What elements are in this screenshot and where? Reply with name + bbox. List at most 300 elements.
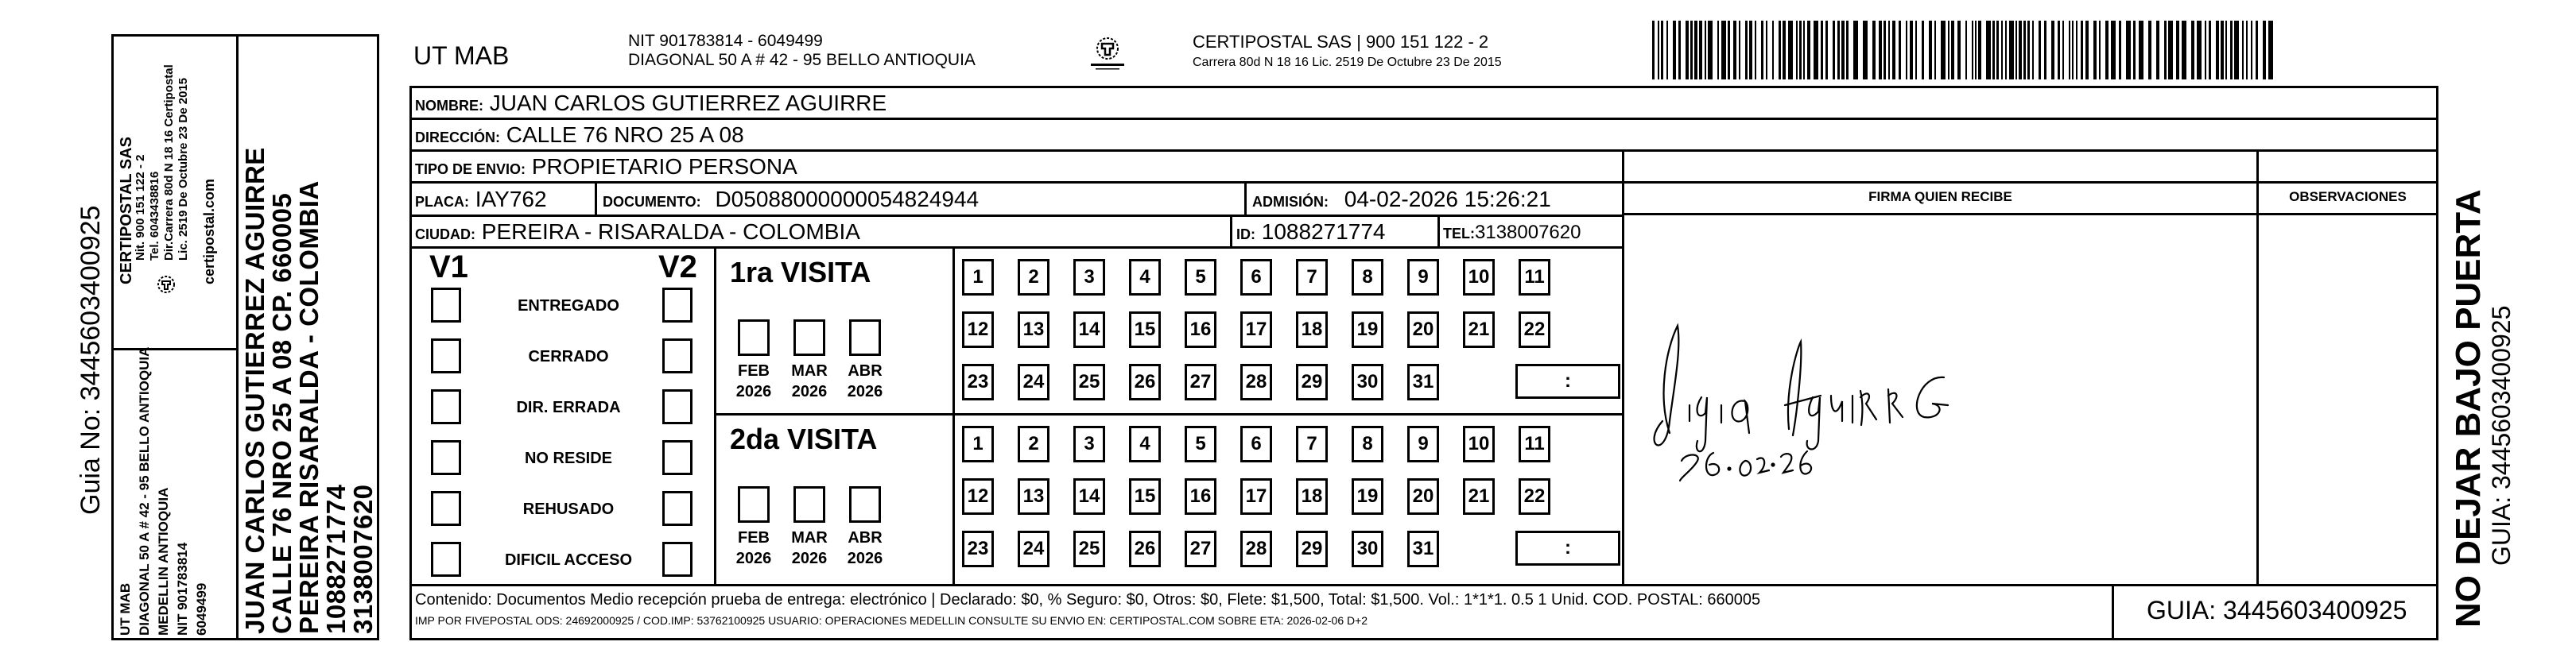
barcode-bar [2225,21,2227,79]
barcode-bar [1872,21,1876,79]
day-box[interactable]: 24 [1018,531,1049,567]
courier-details [1193,32,1502,70]
day-box[interactable]: 1 [962,426,994,462]
day-box[interactable]: 25 [1073,364,1105,400]
visit-time-field[interactable]: : [1515,364,1620,399]
barcode-bar [1978,21,1981,79]
barcode-bar [2191,21,2194,79]
barcode-bar [1733,21,1736,79]
barcode-bar [1992,21,1995,79]
id-field [1236,219,1386,245]
id-label: ID: [1236,226,1255,242]
v2-checkbox[interactable] [662,491,692,526]
day-box[interactable]: 11 [1519,259,1550,296]
day-box[interactable]: 26 [1129,364,1161,400]
month-name: FEB [738,362,770,380]
month-year: 2026 [847,383,883,400]
barcode-bar [1957,21,1961,79]
barcode-bar [2182,21,2186,79]
observaciones-header: OBSERVACIONES [2289,189,2407,204]
v1-header: V1 [429,249,468,284]
v2-checkbox[interactable] [662,389,692,424]
barcode-bar [1899,21,1901,79]
barcode-bar [1884,21,1886,79]
barcode-bar [1948,21,1949,79]
month-label [730,528,778,569]
row-line-visits-mid [714,413,1624,416]
day-box[interactable]: 27 [1185,364,1216,400]
sender-nit: NIT 901783814 - 6049499 [628,32,823,50]
barcode-bar [1853,21,1858,79]
certipostal-logo-icon [1088,35,1127,72]
day-box[interactable]: 23 [962,531,994,567]
barcode-bar [2032,21,2034,79]
day-box[interactable]: 7 [1296,426,1328,462]
barcode-bar [2015,21,2017,79]
day-box[interactable]: 26 [1129,531,1161,567]
day-box[interactable]: 15 [1129,311,1161,348]
tel-value: 3138007620 [1475,222,1581,243]
barcode-bar [1755,21,1756,79]
barcode-bar [1846,21,1849,79]
barcode-bar [1941,21,1946,79]
day-box[interactable]: 19 [1352,478,1383,515]
stub-sender-info [116,347,211,636]
barcode-bar [2111,21,2116,79]
stub-recipient-id: 1088271774 [321,484,351,634]
barcode-bar [1863,21,1868,79]
barcode-bar [2221,21,2224,79]
day-box[interactable]: 24 [1018,364,1049,400]
barcode-bar [2197,21,2202,79]
barcode-bar [1745,21,1748,79]
month-label [730,361,778,402]
month-year: 2026 [735,383,772,400]
sender-address: DIAGONAL 50 A # 42 - 95 BELLO ANTIOQUIA [628,51,976,69]
day-box[interactable]: 10 [1463,426,1495,462]
barcode-bar [1814,21,1818,79]
barcode-bar [2216,21,2219,79]
stub-courier-info [119,64,216,308]
month-label [841,361,889,402]
stub-divider-vertical [236,34,239,640]
row-line-1 [409,118,2438,120]
barcode-bar [1803,21,1805,79]
day-box[interactable]: 6 [1240,259,1272,296]
v1-checkbox[interactable] [431,440,461,475]
barcode-bar [1879,21,1882,79]
barcode-bar [1661,21,1663,79]
col-line-obs-left [2256,149,2259,586]
id-value: 1088271774 [1261,219,1386,244]
barcode-bar [2246,21,2248,79]
col-line-placa [595,181,597,215]
day-box[interactable]: 28 [1240,531,1272,567]
barcode-bar [2234,21,2239,79]
barcode-bar [1705,21,1706,79]
barcode-bar [1783,21,1786,79]
day-box[interactable]: 8 [1352,259,1383,296]
barcode-bar [1708,21,1713,79]
tipo-envio-field [415,154,797,180]
barcode-bar [2230,21,2233,79]
barcode-bar [1996,21,1999,79]
barcode-bar [2176,21,2179,79]
stub-sender-nit: NIT 901783814 [175,542,190,636]
col-line-visit [952,246,955,584]
day-box[interactable]: 17 [1240,478,1272,515]
courier-title: CERTIPOSTAL SAS | 900 151 122 - 2 [1193,32,1489,52]
day-box[interactable]: 4 [1129,259,1161,296]
stub-guia-number: Guia No: 3445603400925 [76,205,106,515]
recipient-signature [1634,302,2079,485]
month-year: 2026 [791,383,828,400]
tipo-envio-value: PROPIETARIO PERSONA [531,154,797,179]
barcode-bar [1796,21,1798,79]
sender-name: UT MAB [413,41,510,70]
barcode-bar [2069,21,2070,79]
nombre-label: NOMBRE: [415,98,483,114]
month-checkbox[interactable] [849,319,881,356]
barcode-bar [1825,21,1828,79]
placa-label: PLACA: [415,194,469,210]
barcode-bar [2148,21,2151,79]
barcode-bar [2126,21,2131,79]
barcode-bar [2099,21,2101,79]
month-label [786,361,833,402]
day-box[interactable]: 5 [1185,259,1216,296]
barcode-bar [1739,21,1740,79]
row-line-footer [409,584,2438,586]
day-box[interactable]: 30 [1352,531,1383,567]
side-guia-number: GUIA: 3445603400925 [2487,305,2516,566]
barcode-bar [2081,21,2083,79]
barcode-bar [2019,21,2022,79]
footer-guia-number: GUIA: 3445603400925 [2147,596,2407,624]
barcode-bar [1951,21,1954,79]
barcode-bar [2058,21,2060,79]
barcode-bar [1652,21,1655,79]
ciudad-value: PEREIRA - RISARALDA - COLOMBIA [481,219,860,244]
day-box[interactable]: 25 [1073,531,1105,567]
day-box[interactable]: 1 [962,259,994,296]
stub-sender-address: DIAGONAL 50 A # 42 - 95 BELLO ANTIOQUIA [137,346,152,636]
stub-sender-city: MEDELLIN ANTIOQUIA [156,487,171,636]
day-box[interactable]: 31 [1407,531,1439,567]
nombre-field [415,91,886,116]
v1-checkbox[interactable] [431,338,461,373]
day-box[interactable]: 3 [1073,259,1105,296]
stub-recipient-info [242,147,377,634]
barcode-bar [1888,21,1890,79]
day-box[interactable]: 3 [1073,426,1105,462]
month-year: 2026 [847,550,883,567]
barcode-bar [1717,21,1719,79]
barcode-bar [1699,21,1702,79]
status-label: ENTREGADO [518,297,619,315]
stub-certipostal-logo-icon [156,274,177,295]
direccion-value: CALLE 76 NRO 25 A 08 [506,122,744,147]
barcode-bar [1906,21,1907,79]
day-box[interactable]: 14 [1073,311,1105,348]
day-box[interactable]: 18 [1296,311,1328,348]
barcode-bar [2027,21,2030,79]
barcode-bar [1721,21,1726,79]
row-line-4b [1622,213,2438,215]
documento-field [603,187,979,212]
day-box[interactable]: 9 [1407,426,1439,462]
tipo-envio-label: TIPO DE ENVIO: [415,161,526,177]
status-label: DIR. ERRADA [516,399,621,416]
month-name: ABR [848,362,883,380]
day-box[interactable]: 18 [1296,478,1328,515]
v1-checkbox[interactable] [431,542,461,577]
barcode-bar [1975,21,1977,79]
barcode-bar [2256,21,2258,79]
month-checkbox[interactable] [793,319,825,356]
v2-header: V2 [658,249,697,284]
tel-label: TEL: [1443,226,1475,242]
month-checkbox[interactable] [738,486,770,523]
day-box[interactable]: 13 [1018,478,1049,515]
barcode-bar [2051,21,2054,79]
day-box[interactable]: 8 [1352,426,1383,462]
barcode-bar [2164,21,2167,79]
admision-value: 04-02-2026 15:26:21 [1344,187,1551,211]
barcode-bar [1673,21,1676,79]
barcode-bar [1841,21,1845,79]
month-name: MAR [791,362,828,380]
day-box[interactable]: 12 [962,478,994,515]
placa-value: IAY762 [475,187,547,211]
barcode-bar [2044,21,2046,79]
stub-courier-tel: Tel. 6043438816 [148,171,161,261]
barcode-bar [2268,21,2273,79]
barcode-bar [1837,21,1840,79]
barcode-bar [1788,21,1793,79]
direccion-field [415,122,744,148]
barcode-bar [2093,21,2097,79]
v1-checkbox[interactable] [431,491,461,526]
day-box[interactable]: 2 [1018,259,1049,296]
month-name: MAR [791,529,828,547]
barcode-bar [1690,21,1693,79]
barcode-icon [1652,21,2276,79]
v2-checkbox[interactable] [662,288,692,323]
barcode-bar [2039,21,2041,79]
month-year: 2026 [791,550,828,567]
col-line-tel [1437,215,1440,246]
barcode-bar [1833,21,1835,79]
tel-field [1443,222,1581,244]
barcode-bar [2156,21,2159,79]
admision-label: ADMISIÓN: [1252,194,1329,210]
day-box[interactable]: 31 [1407,364,1439,400]
row-line-5 [409,246,1624,249]
barcode-bar [1772,21,1774,79]
barcode-bar [1972,21,1973,79]
status-label: DIFICIL ACCESO [504,551,632,569]
col-line-footer-guia [2112,584,2114,640]
barcode-bar [1728,21,1730,79]
barcode-bar [2251,21,2252,79]
day-box[interactable]: 30 [1352,364,1383,400]
day-box[interactable]: 27 [1185,531,1216,567]
day-box[interactable]: 29 [1296,531,1328,567]
v2-checkbox[interactable] [662,338,692,373]
v1-checkbox[interactable] [431,389,461,424]
month-checkbox[interactable] [738,319,770,356]
day-box[interactable]: 22 [1519,311,1550,348]
day-box[interactable]: 15 [1129,478,1161,515]
barcode-bar [1892,21,1895,79]
barcode-bar [1686,21,1689,79]
barcode-bar [1934,21,1936,79]
day-box[interactable]: 28 [1240,364,1272,400]
barcode-bar [2072,21,2074,79]
day-box[interactable]: 19 [1352,311,1383,348]
documento-label: DOCUMENTO: [603,194,701,210]
firma-header: FIRMA QUIEN RECIBE [1868,189,2012,204]
row-line-3 [409,181,2438,184]
month-checkbox[interactable] [849,486,881,523]
month-label [786,528,833,569]
day-box[interactable]: 21 [1463,311,1495,348]
barcode-bar [1799,21,1802,79]
month-name: ABR [848,529,883,547]
courier-address: Carrera 80d N 18 16 Lic. 2519 De Octubre 23 De 2015 [1193,56,1502,69]
day-box[interactable]: 16 [1185,311,1216,348]
barcode-bar [1678,21,1681,79]
day-box[interactable]: 4 [1129,426,1161,462]
stub-recipient-city: PEREIRA RISARALDA - COLOMBIA [294,180,324,634]
day-box[interactable]: 5 [1185,426,1216,462]
print-details: IMP POR FIVEPOSTAL ODS: 24692000925 / COD.IMP: 53762100925 USUARIO: OPERACIONES MEDELLIN CONSULTE SU ENVIO EN: CERTIPOSTAL.COM SOBRE ETA: 2026-02-06 D+2 [415,614,1368,627]
day-box[interactable]: 20 [1407,478,1439,515]
barcode-bar [2001,21,2003,79]
direccion-label: DIRECCIÓN: [415,129,500,145]
barcode-bar [1766,21,1767,79]
day-box[interactable]: 20 [1407,311,1439,348]
barcode-bar [1915,21,1917,79]
barcode-bar [2005,21,2007,79]
col-line-status [714,246,716,584]
day-box[interactable]: 17 [1240,311,1272,348]
barcode-bar [1658,21,1659,79]
barcode-bar [2168,21,2173,79]
stub-recipient-phone: 3138007620 [348,484,378,634]
status-label: REHUSADO [522,501,615,518]
barcode-bar [2105,21,2109,79]
barcode-bar [1666,21,1668,79]
stub-courier-license: Lic. 2519 De Octubre 23 De 2015 [177,77,190,261]
day-box[interactable]: 11 [1519,426,1550,462]
barcode-bar [1779,21,1781,79]
month-label [841,528,889,569]
stub-courier-name: CERTIPOSTAL SAS [118,137,135,284]
v2-checkbox[interactable] [662,440,692,475]
barcode-bar [2242,21,2244,79]
barcode-bar [2076,21,2077,79]
day-box[interactable]: 9 [1407,259,1439,296]
barcode-bar [1694,21,1697,79]
do-not-leave-under-door-warning: NO DEJAR BAJO PUERTA [2449,189,2488,628]
day-box[interactable]: 16 [1185,478,1216,515]
stub-recipient-name: JUAN CARLOS GUTIERREZ AGUIRRE [240,147,270,634]
visit-1-title: 1ra VISITA [730,256,871,288]
barcode-bar [2133,21,2136,79]
v2-checkbox[interactable] [662,542,692,577]
status-label: NO RESIDE [524,450,613,467]
shipment-details: Contenido: Documentos Medio recepción prueba de entrega: electrónico | Declarado: $0, % Seguro: $0, Otros: $0, Flete: $1,500, Total: $1,500. Vol.: 1*1*1. 0.5 1 Unid. COD. POSTAL: 660005 [415,591,1761,609]
stub-courier-address: Dir.Carrera 80d N 18 16 Certipostal [162,64,176,261]
placa-field [415,187,547,212]
barcode-bar [1986,21,1991,79]
month-name: FEB [738,529,770,547]
v1-checkbox[interactable] [431,288,461,323]
ciudad-field [415,219,860,245]
day-box[interactable]: 7 [1296,259,1328,296]
barcode-bar [1910,21,1913,79]
barcode-bar [2263,21,2266,79]
day-box[interactable]: 13 [1018,311,1049,348]
barcode-bar [2119,21,2121,79]
barcode-bar [2062,21,2064,79]
barcode-bar [2139,21,2143,79]
col-line-firma-left [1622,149,1624,586]
barcode-bar [1807,21,1810,79]
day-box[interactable]: 12 [962,311,994,348]
row-line-2 [409,149,2438,152]
day-box[interactable]: 29 [1296,364,1328,400]
col-line-id [1230,215,1232,246]
barcode-bar [2023,21,2026,79]
visit-time-field[interactable]: : [1515,531,1620,566]
row-line-4 [409,215,1624,217]
day-box[interactable]: 10 [1463,259,1495,296]
stub-courier-nit: Nit. 900 151 122 - 2 [134,154,147,261]
barcode-bar [1761,21,1763,79]
stub-recipient-address: CALLE 76 NRO 25 A 08 CP. 660005 [267,192,297,634]
ciudad-label: CIUDAD: [415,226,475,242]
barcode-bar [1922,21,1924,79]
day-box[interactable]: 22 [1519,478,1550,515]
barcode-bar [1749,21,1752,79]
stub-courier-web: certipostal.com [201,178,217,284]
barcode-bar [2009,21,2014,79]
barcode-bar [2205,21,2206,79]
day-box[interactable]: 6 [1240,426,1272,462]
nombre-value: JUAN CARLOS GUTIERREZ AGUIRRE [489,91,887,115]
stub-sender-phone: 6049499 [194,582,209,636]
barcode-bar [2209,21,2211,79]
day-box[interactable]: 23 [962,364,994,400]
col-line-admision [1244,181,1247,215]
status-label: CERRADO [528,348,609,365]
day-box[interactable]: 21 [1463,478,1495,515]
day-box[interactable]: 14 [1073,478,1105,515]
barcode-bar [1821,21,1823,79]
visit-2-title: 2da VISITA [730,423,878,455]
day-box[interactable]: 2 [1018,426,1049,462]
month-checkbox[interactable] [793,486,825,523]
sender-details [628,32,976,70]
documento-value: D05088000000054824944 [715,187,980,211]
month-year: 2026 [735,550,772,567]
barcode-bar [2085,21,2089,79]
stub-sender-name: UT MAB [118,582,133,636]
barcode-bar [1929,21,1932,79]
